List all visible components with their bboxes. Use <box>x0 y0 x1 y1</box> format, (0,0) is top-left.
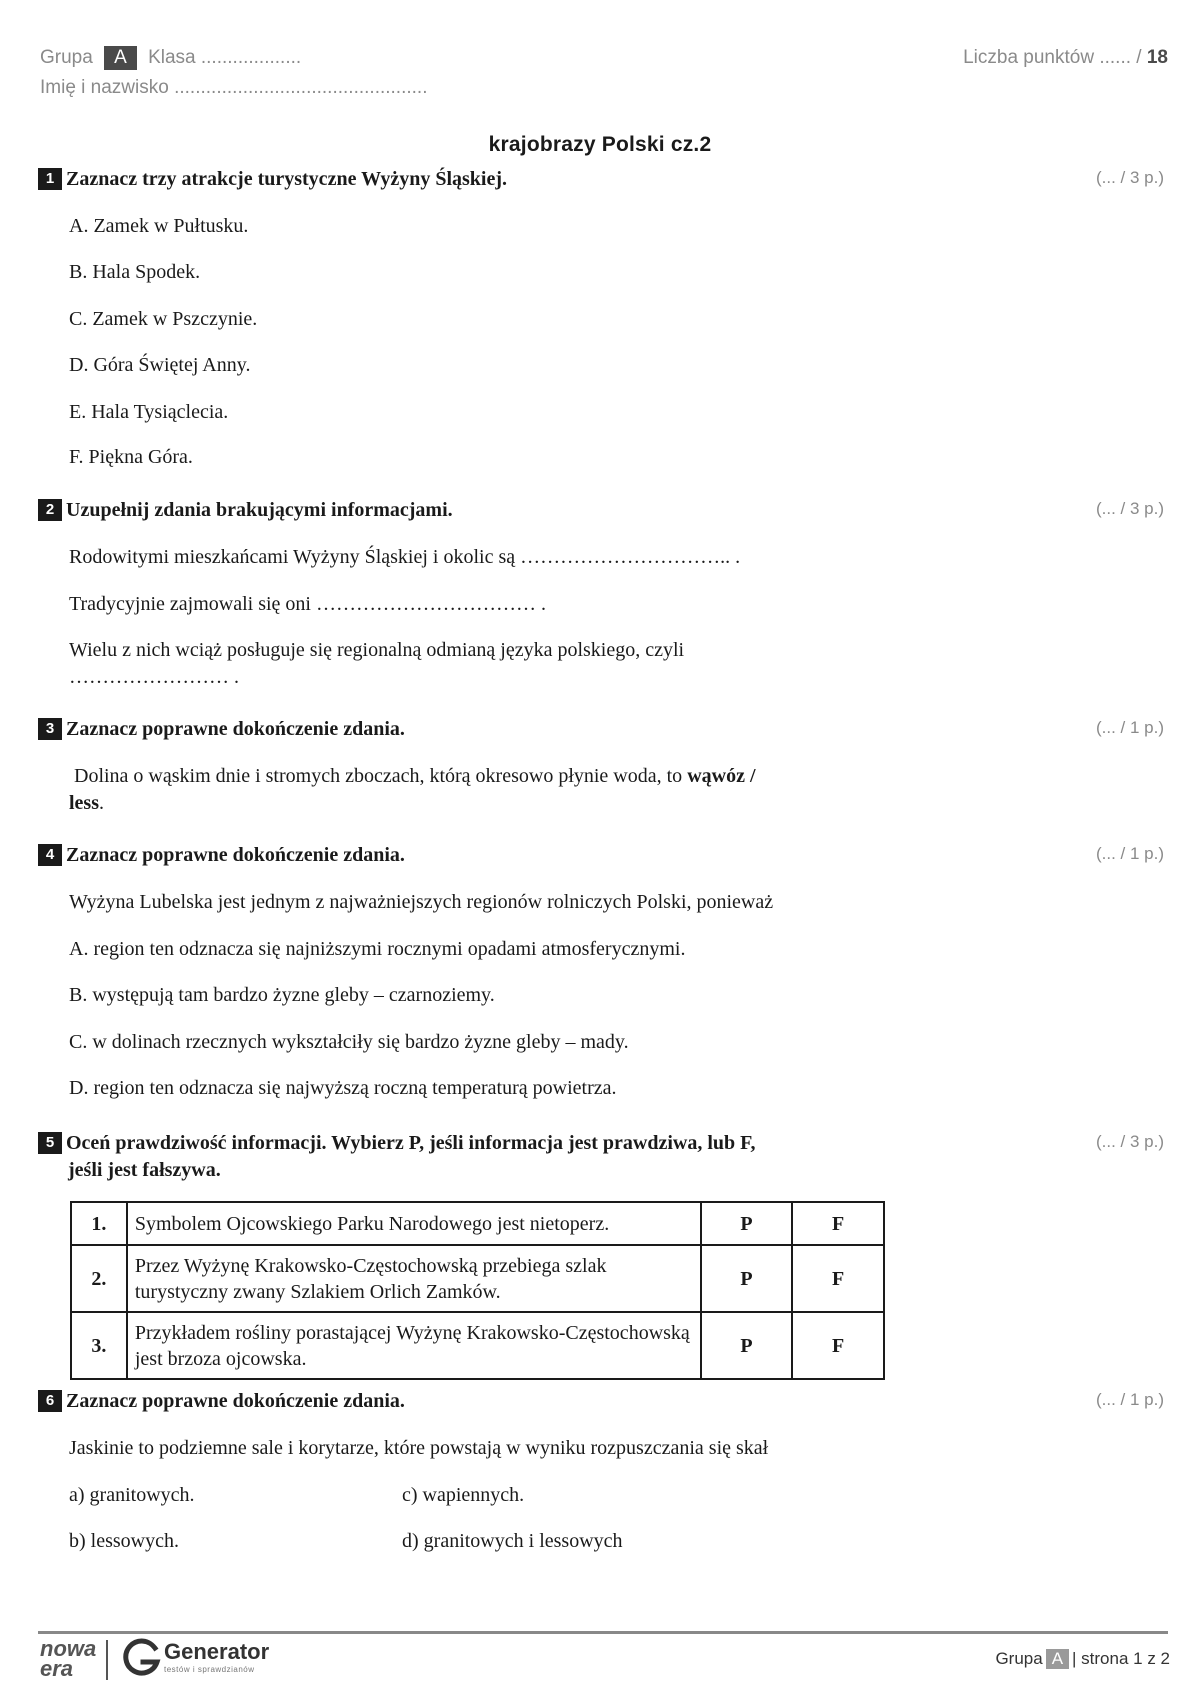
row-number: 2. <box>71 1245 127 1312</box>
question-4-heading <box>38 842 878 869</box>
group-label: Grupa <box>40 47 93 68</box>
answer-option[interactable]: B. występują tam bardzo żyzne gleby – czarnoziemy. <box>69 984 495 1006</box>
points-total <box>963 47 1168 69</box>
nowa-era-logo: nowa era <box>40 1636 97 1681</box>
statement: Symbolem Ojcowskiego Parku Narodowego jest nietoperz. <box>127 1202 701 1245</box>
question-3-heading <box>38 716 878 743</box>
sentence-end: . <box>99 792 104 814</box>
answer-false[interactable]: F <box>792 1202 884 1245</box>
fill-in-line[interactable]: Wielu z nich wciąż posługuje się regionalną odmianą języka polskiego, czyli <box>69 639 685 661</box>
question-text: Zaznacz poprawne dokończenie zdania. <box>66 718 405 740</box>
answer-option[interactable]: B. Hala Spodek. <box>69 261 201 283</box>
fill-in-line[interactable]: Tradycyjnie zajmowali się oni …………………………… . <box>69 593 546 615</box>
question-number: 3 <box>38 718 62 740</box>
question-text-cont: jeśli jest fałszywa. <box>68 1159 221 1181</box>
question-1-heading <box>38 166 878 193</box>
option-separator: / <box>744 765 756 787</box>
question-points: (... / 1 p.) <box>1095 1390 1164 1409</box>
answer-option[interactable]: a) granitowych. <box>69 1484 195 1506</box>
answer-option[interactable]: A. Zamek w Pułtusku. <box>69 215 249 237</box>
question-points: (... / 3 p.) <box>1095 499 1164 518</box>
statement: Przez Wyżynę Krakowsko-Częstochowską przebiega szlak turystyczny zwany Szlakiem Orlich Zamków. <box>127 1245 701 1312</box>
answer-option[interactable]: c) wapiennych. <box>402 1484 525 1506</box>
question-6-heading <box>38 1388 878 1415</box>
question-text: Zaznacz trzy atrakcje turystyczne Wyżyny Śląskiej. <box>66 168 508 190</box>
page-indicator <box>995 1649 1170 1669</box>
question-number: 2 <box>38 499 62 521</box>
row-number: 3. <box>71 1312 127 1379</box>
question-text: Zaznacz poprawne dokończenie zdania. <box>66 844 405 866</box>
footer-divider <box>38 1631 1168 1634</box>
question-points: (... / 3 p.) <box>1095 168 1164 187</box>
answer-option[interactable]: D. region ten odznacza się najwyższą roczną temperaturą powietrza. <box>69 1077 617 1099</box>
question-text: Oceń prawdziwość informacji. Wybierz P, jeśli informacja jest prawdziwa, lub F, <box>66 1132 756 1154</box>
question-number: 1 <box>38 168 62 190</box>
question-stem: Jaskinie to podziemne sale i korytarze, które powstają w wyniku rozpuszczania się skał <box>69 1437 769 1459</box>
footer-group-badge: A <box>1046 1649 1069 1669</box>
answer-false[interactable]: F <box>792 1312 884 1379</box>
option-less[interactable]: less <box>69 792 99 814</box>
fill-in-line[interactable]: …………………… . <box>69 666 239 688</box>
answer-option[interactable]: C. Zamek w Pszczynie. <box>69 308 258 330</box>
question-2-heading <box>38 497 878 524</box>
sentence-completion <box>69 763 869 817</box>
answer-option[interactable]: C. w dolinach rzecznych wykształciły się bardzo żyzne gleby – mady. <box>69 1031 629 1053</box>
answer-false[interactable]: F <box>792 1245 884 1312</box>
points-label: Liczba punktów ...... / <box>963 47 1142 68</box>
answer-option[interactable]: D. Góra Świętej Anny. <box>69 354 251 376</box>
question-stem: Wyżyna Lubelska jest jednym z najważniejszych regionów rolniczych Polski, ponieważ <box>69 891 774 913</box>
group-badge: A <box>104 46 137 70</box>
question-number: 6 <box>38 1390 62 1412</box>
answer-true[interactable]: P <box>701 1202 793 1245</box>
fill-in-line[interactable]: Rodowitymi mieszkańcami Wyżyny Śląskiej i okolic są ………………………….. . <box>69 546 741 568</box>
table-row <box>71 1245 884 1312</box>
answer-true[interactable]: P <box>701 1312 793 1379</box>
logo-separator <box>106 1640 108 1680</box>
row-number: 1. <box>71 1202 127 1245</box>
sentence-text: Dolina o wąskim dnie i stromych zboczach, którą okresowo płynie woda, to <box>69 765 688 787</box>
question-text: Zaznacz poprawne dokończenie zdania. <box>66 1390 405 1412</box>
question-number: 4 <box>38 844 62 866</box>
answer-true[interactable]: P <box>701 1245 793 1312</box>
answer-option[interactable]: F. Piękna Góra. <box>69 446 193 468</box>
answer-option[interactable]: A. region ten odznacza się najniższymi rocznymi opadami atmosferycznymi. <box>69 938 686 960</box>
page-title: krajobrazy Polski cz.2 <box>488 133 712 156</box>
generator-logo-icon <box>121 1638 161 1680</box>
question-number: 5 <box>38 1132 62 1154</box>
footer-group-label: Grupa <box>995 1649 1043 1668</box>
answer-option[interactable]: b) lessowych. <box>69 1530 179 1552</box>
question-text: Uzupełnij zdania brakującymi informacjami. <box>66 499 453 521</box>
question-points: (... / 1 p.) <box>1095 718 1164 737</box>
generator-logo-subtitle: testów i sprawdzianów <box>164 1665 255 1674</box>
table-row <box>71 1202 884 1245</box>
question-5-heading <box>38 1130 898 1184</box>
statement: Przykładem rośliny porastającej Wyżynę Krakowsko-Częstochowską jest brzoza ojcowska. <box>127 1312 701 1379</box>
question-points: (... / 3 p.) <box>1095 1132 1164 1151</box>
page-number: | strona 1 z 2 <box>1072 1649 1170 1668</box>
answer-option[interactable]: E. Hala Tysiąclecia. <box>69 401 229 423</box>
option-wawoz[interactable]: wąwóz <box>687 765 745 787</box>
class-field: Klasa ................... <box>148 47 302 68</box>
points-max: 18 <box>1146 47 1168 68</box>
generator-logo-text: Generator <box>164 1639 270 1664</box>
header-group-row <box>40 46 301 70</box>
name-field: Imię i nazwisko ................................................ <box>40 77 428 98</box>
question-points: (... / 1 p.) <box>1095 844 1164 863</box>
table-row <box>71 1312 884 1379</box>
answer-option[interactable]: d) granitowych i lessowych <box>402 1530 623 1552</box>
true-false-table <box>70 1201 885 1380</box>
